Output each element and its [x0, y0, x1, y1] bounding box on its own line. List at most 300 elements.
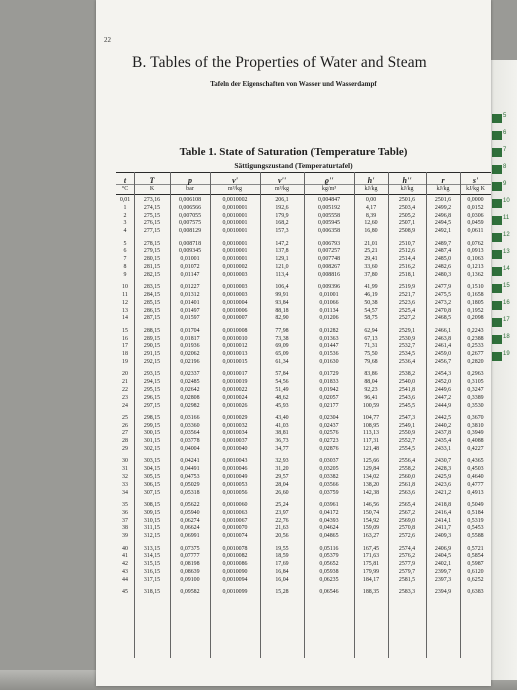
table-cell: 314,15	[143, 553, 161, 560]
table-cell: 2489,7	[434, 240, 452, 247]
table-cell: 318,15	[143, 589, 161, 596]
table-cell: 0,04491	[180, 466, 200, 473]
table-cell: 2519,9	[398, 284, 416, 291]
table-cell: 73,38	[275, 335, 289, 342]
table-cell: 2545,5	[398, 402, 416, 409]
table-cell: 125,66	[362, 458, 380, 465]
table-cell: 0,0000	[467, 197, 484, 203]
table-cell: 0,005558	[317, 212, 341, 219]
table-cell: 37	[122, 517, 128, 524]
column-header-unit: kg/m³	[321, 186, 337, 192]
table-cell: 289,15	[143, 335, 161, 342]
page-edge-tab-marker	[492, 352, 502, 361]
table-cell: 154,92	[362, 517, 380, 524]
table-cell: 2452,0	[434, 379, 452, 386]
table-cell: 0,05029	[180, 481, 200, 488]
table-cell: 0,1362	[467, 271, 484, 278]
table-row	[116, 228, 491, 236]
table-row	[116, 403, 491, 411]
page-edge-tab-number: 17	[503, 317, 510, 323]
page-edge-tab-marker	[492, 250, 502, 259]
table-cell: 0,05938	[319, 569, 339, 576]
table-cell: 2411,7	[435, 525, 451, 532]
table-cell: 286,15	[143, 307, 161, 314]
table-cell: 25,21	[364, 248, 378, 255]
table-cell: 2402,1	[434, 561, 452, 568]
row-group	[116, 284, 491, 323]
page-edge-tab-number: 19	[503, 351, 510, 357]
table-cell: 0,05652	[319, 561, 339, 568]
table-cell: 2456,7	[434, 358, 452, 365]
table-cell: 34,77	[275, 446, 289, 453]
table-cell: 0,06546	[319, 589, 339, 596]
table-cell: 14	[122, 315, 128, 322]
table-cell: 0,005945	[317, 220, 341, 227]
table-cell: 108,95	[362, 422, 380, 429]
table-cell: 0,0010094	[222, 576, 248, 583]
table-cell: 0,03205	[319, 466, 339, 473]
table-cell: 0,0010015	[222, 358, 248, 365]
page-edge-tab-marker	[492, 165, 502, 174]
table-cell: 5	[123, 240, 127, 247]
page-edge-tab-marker	[492, 233, 502, 242]
table-cell: 21	[122, 379, 128, 386]
table-row	[116, 256, 491, 264]
table-row	[116, 458, 491, 466]
table-row	[116, 351, 491, 359]
table-cell: 0,0611	[467, 228, 484, 235]
table-cell: 0,00	[365, 197, 377, 203]
table-cell: 41,03	[275, 422, 289, 429]
table-cell: 113,13	[363, 430, 379, 437]
column-header-symbol: r	[441, 176, 445, 185]
table-row	[116, 569, 491, 577]
table-row	[116, 415, 491, 423]
table-cell: 2512,6	[398, 248, 416, 255]
table-cell: 0,6120	[467, 569, 484, 576]
table-cell: 292,15	[143, 358, 161, 365]
table-cell: 283,15	[143, 284, 161, 291]
page-edge-tab-number: 18	[503, 334, 510, 340]
table-cell: 0,0010001	[222, 248, 248, 255]
table-cell: 16,84	[275, 569, 289, 576]
table-cell: 2518,1	[398, 271, 416, 278]
table-cell: 0,1952	[467, 307, 484, 314]
table-cell: 2	[123, 212, 127, 219]
table-cell: 0,0010010	[222, 335, 248, 342]
table-cell: 0,2388	[467, 335, 484, 342]
table-cell: 93,84	[275, 299, 289, 306]
table-cell: 0,02337	[180, 371, 200, 378]
table-cell: 284,15	[143, 291, 161, 298]
table-cell: 171,63	[362, 553, 380, 560]
table-cell: 39	[122, 533, 128, 540]
page-edge-tab-number: 5	[503, 113, 507, 119]
table-cell: 2409,3	[434, 533, 452, 540]
table-cell: 2397,3	[434, 576, 452, 583]
table-cell: 0,0010046	[222, 466, 248, 473]
table-cell: 36	[122, 509, 128, 516]
table-cell: 22,76	[275, 517, 289, 524]
table-cell: 24	[122, 402, 128, 409]
table-cell: 2549,1	[398, 422, 416, 429]
column-header-symbol: h'	[367, 176, 375, 185]
table-cell: 0,01817	[180, 335, 200, 342]
table-cell: 146,56	[362, 502, 380, 509]
table-row	[116, 502, 491, 510]
table-cell: 0,0010017	[222, 371, 248, 378]
column-header-symbol: ϱ''	[324, 176, 334, 185]
table-cell: 0,008718	[178, 240, 202, 247]
table-row	[116, 553, 491, 561]
table-cell: 31,20	[275, 466, 289, 473]
table-cell: 2547,3	[398, 414, 416, 421]
table-cell: 307,15	[143, 489, 161, 496]
column-header-unit: kJ/kg K	[466, 186, 485, 192]
page-edge-tab-marker	[492, 267, 502, 276]
table-cell: 0,02437	[319, 422, 339, 429]
table-cell: 278,15	[143, 240, 161, 247]
table-cell: 0,03382	[319, 474, 339, 481]
table-cell: 46,19	[364, 291, 378, 298]
table-cell: 16	[122, 335, 128, 342]
table-cell: 61,34	[275, 358, 289, 365]
page-edge-tab	[492, 197, 516, 210]
table-cell: 36,73	[275, 438, 289, 445]
table-cell: 2482,6	[434, 263, 452, 270]
table-cell: 2507,1	[398, 220, 416, 227]
table-cell: 2459,0	[434, 351, 452, 358]
table-cell: 0,3105	[467, 379, 484, 386]
table-row	[116, 272, 491, 280]
table-cell: 0,01282	[319, 327, 339, 334]
table-row	[116, 577, 491, 585]
table-cell: 0,0306	[467, 212, 484, 219]
book-page	[96, 0, 491, 686]
table-cell: 0,1063	[467, 256, 484, 263]
table-row	[116, 474, 491, 482]
table-row	[116, 546, 491, 554]
table-cell: 0,2533	[467, 343, 484, 350]
column-header-unit: K	[149, 186, 155, 192]
table-cell: 104,77	[362, 414, 380, 421]
page-edge-tab-number: 6	[503, 130, 507, 136]
table-cell: 0,0010074	[222, 533, 248, 540]
table-cell: 0,02982	[180, 402, 200, 409]
table-cell: 0,09100	[180, 576, 200, 583]
table-cell: 121,48	[362, 446, 380, 453]
page-edge-tab	[492, 282, 516, 295]
table-cell: 75,50	[364, 351, 378, 358]
table-cell: 0,0010099	[222, 589, 248, 596]
table-cell: 2552,7	[398, 438, 416, 445]
table-cell: 99,91	[275, 291, 289, 298]
page-edge-tab-number: 15	[503, 283, 510, 289]
table-cell: 0,1213	[467, 263, 484, 270]
table-row	[116, 264, 491, 272]
table-cell: 58,75	[364, 315, 378, 322]
table-cell: 0,09582	[180, 589, 200, 596]
table-cell: 38	[122, 525, 128, 532]
table-cell: 0,0010053	[222, 481, 248, 488]
table-cell: 134,02	[362, 474, 380, 481]
table-title: Table 1. State of Saturation (Temperature Table)	[179, 146, 408, 158]
page-edge-tab-number: 7	[503, 147, 507, 153]
column-header-symbol: h''	[402, 176, 412, 185]
table-cell: 129,1	[275, 256, 289, 263]
table-cell: 4,17	[365, 204, 377, 211]
table-cell: 2510,7	[398, 240, 416, 247]
table-cell: 7	[123, 256, 127, 263]
page-edge-tab-number: 16	[503, 300, 510, 306]
table-cell: 2570,8	[398, 525, 416, 532]
table-cell: 29	[122, 446, 128, 453]
table-cell: 0,5721	[467, 545, 484, 552]
page-edge-tab-marker	[492, 182, 502, 191]
table-row	[116, 241, 491, 249]
table-cell: 2560,0	[398, 474, 416, 481]
table-cell: 0,0010024	[222, 394, 248, 401]
table-cell: 274,15	[143, 204, 161, 211]
table-row	[116, 589, 491, 597]
table-cell: 77,98	[275, 327, 289, 334]
table-cell: 0,4365	[467, 458, 484, 465]
table-cell: 0,01227	[180, 284, 200, 291]
table-cell: 273,16	[143, 197, 161, 203]
table-cell: 0,008267	[317, 263, 341, 270]
table-cell: 17,69	[275, 561, 289, 568]
table-cell: 0,06235	[319, 576, 339, 583]
page-edge-tab	[492, 333, 516, 346]
table-cell: 20	[122, 371, 128, 378]
table-cell: 0,04004	[180, 446, 200, 453]
table-cell: 294,15	[143, 379, 161, 386]
table-cell: 4	[123, 228, 127, 235]
table-cell: 2525,4	[398, 307, 416, 314]
table-cell: 0,01936	[180, 343, 200, 350]
column-header-symbol: s'	[472, 176, 479, 185]
table-cell: 0,0913	[467, 248, 484, 255]
page-edge-tab-marker	[492, 318, 502, 327]
table-cell: 2433,1	[434, 446, 452, 453]
table-cell: 0,04241	[180, 458, 200, 465]
table-cell: 0,2243	[467, 327, 484, 334]
table-cell: 0,06624	[180, 525, 200, 532]
table-cell: 296,15	[143, 394, 161, 401]
table-cell: 308,15	[143, 502, 161, 509]
table-cell: 2574,4	[398, 545, 416, 552]
table-cell: 2558,2	[398, 466, 416, 473]
table-cell: 0,0010003	[222, 291, 248, 298]
table-cell: 0,3670	[467, 414, 484, 421]
table-cell: 2503,4	[398, 204, 416, 211]
column-header-unit: m³/kg	[227, 186, 243, 192]
table-cell: 2461,4	[434, 343, 452, 350]
table-cell: 2554,5	[398, 446, 416, 453]
table-cell: 2577,9	[398, 561, 416, 568]
table-cell: 0,01630	[319, 358, 339, 365]
table-cell: 48,62	[275, 394, 289, 401]
table-cell: 0,0010034	[222, 430, 248, 437]
table-cell: 0,01833	[319, 379, 339, 386]
table-cell: 25,24	[275, 502, 289, 509]
table-cell: 0,01363	[319, 335, 339, 342]
table-cell: 295,15	[143, 386, 161, 393]
table-cell: 2463,8	[434, 335, 452, 342]
table-cell: 2404,5	[434, 553, 452, 560]
column-header-unit: kJ/kg	[436, 186, 450, 192]
table-cell: 0,0010086	[222, 561, 248, 568]
table-cell: 0,5319	[467, 517, 484, 524]
table-cell: 2567,2	[398, 509, 416, 516]
table-cell: 21,63	[275, 525, 289, 532]
table-cell: 0,02057	[319, 394, 339, 401]
table-cell: 0,6252	[467, 576, 484, 583]
page-edge-tab	[492, 163, 516, 176]
table-cell: 0,005192	[317, 204, 341, 211]
table-row	[116, 395, 491, 403]
table-cell: 192,6	[275, 204, 289, 211]
table-cell: 2565,4	[398, 502, 416, 509]
table-cell: 0,06274	[180, 517, 200, 524]
table-cell: 0,5049	[467, 502, 484, 509]
table-cell: 0,0010001	[222, 220, 248, 227]
table-cell: 100,59	[362, 402, 380, 409]
column-header-unit: m³/kg	[274, 186, 290, 192]
table-cell: 13	[122, 307, 128, 314]
table-cell: 43,40	[275, 414, 289, 421]
table-cell: 0,01536	[319, 351, 339, 358]
table-cell: 0,01147	[180, 271, 200, 278]
table-cell: 2454,3	[434, 371, 452, 378]
table-cell: 285,15	[143, 299, 161, 306]
table-cell: 65,09	[275, 351, 289, 358]
table-cell: 26,60	[275, 489, 289, 496]
table-cell: 0,007575	[178, 220, 202, 227]
table-cell: 0,3247	[467, 386, 484, 393]
table-row	[116, 561, 491, 569]
table-row	[116, 525, 491, 533]
row-group	[116, 458, 491, 497]
table-cell: 309,15	[143, 509, 161, 516]
table-row	[116, 371, 491, 379]
row-group	[116, 328, 491, 367]
table-cell: 281,15	[143, 263, 161, 270]
page-edge-tab-marker	[492, 199, 502, 208]
table-cell: 25	[122, 414, 128, 421]
table-cell: 0,03566	[319, 481, 339, 488]
column-header-unit: bar	[186, 186, 194, 192]
table-row	[116, 197, 491, 205]
table-cell: 317,15	[143, 576, 161, 583]
table-cell: 106,4	[275, 284, 289, 291]
table-cell: 0,3810	[467, 422, 484, 429]
page-edge-tab-marker	[492, 216, 502, 225]
table-cell: 0,0010001	[222, 240, 248, 247]
page-edge-tab-marker	[492, 114, 502, 123]
table-cell: 54,57	[364, 307, 378, 314]
table-cell: 0,5588	[467, 533, 484, 540]
table-cell: 280,15	[143, 256, 161, 263]
table-cell: 0,0010040	[222, 446, 248, 453]
table-cell: 0,03166	[180, 414, 200, 421]
table-cell: 0,01729	[319, 371, 339, 378]
table-cell: 2447,2	[434, 394, 452, 401]
table-cell: 1	[123, 204, 127, 211]
table-cell: 0,03778	[180, 438, 200, 445]
table-cell: 287,15	[143, 315, 161, 322]
table-cell: 88,04	[364, 379, 378, 386]
table-cell: 22	[122, 386, 128, 393]
table-cell: 2527,2	[398, 315, 416, 322]
table-cell: 2508,9	[398, 228, 416, 235]
table-cell: 0,02304	[319, 414, 339, 421]
table-cell: 2492,1	[434, 228, 452, 235]
column-header-unit: kJ/kg	[400, 186, 414, 192]
table-cell: 0,04393	[319, 517, 339, 524]
table-cell: 2516,2	[398, 263, 416, 270]
page-edge-tab	[492, 265, 516, 278]
table-cell: 2521,7	[398, 291, 416, 298]
table-cell: 2499,2	[434, 204, 452, 211]
table-cell: 79,68	[364, 358, 378, 365]
table-cell: 0,0010006	[222, 307, 248, 314]
column-header-unit: °C	[121, 186, 129, 192]
table-cell: 0,0010019	[222, 379, 248, 386]
table-cell: 41,99	[364, 284, 378, 291]
table-cell: 0,008816	[317, 271, 341, 278]
table-cell: 316,15	[143, 569, 161, 576]
table-cell: 8	[123, 263, 127, 270]
table-cell: 19	[122, 358, 128, 365]
table-cell: 142,38	[362, 489, 380, 496]
table-cell: 0,0010032	[222, 422, 248, 429]
table-cell: 0,3389	[467, 394, 484, 401]
table-cell: 179,9	[275, 212, 289, 219]
table-cell: 168,2	[275, 220, 289, 227]
table-row	[116, 482, 491, 490]
table-cell: 304,15	[143, 466, 161, 473]
chapter-title: B. Tables of the Properties of Water and Steam	[132, 54, 427, 71]
table-cell: 312,15	[143, 533, 161, 540]
table-cell: 2423,6	[434, 481, 452, 488]
table-cell: 0,008129	[178, 228, 202, 235]
table-cell: 2579,7	[398, 569, 416, 576]
table-cell: 82,90	[275, 315, 289, 322]
table-cell: 0,0010056	[222, 489, 248, 496]
table-cell: 277,15	[143, 228, 161, 235]
row-group	[116, 546, 491, 585]
table-cell: 310,15	[143, 517, 161, 524]
column-header-symbol: v'	[232, 176, 238, 185]
table-cell: 0,0010001	[222, 212, 248, 219]
table-cell: 45,93	[275, 402, 289, 409]
table-cell: 0,4503	[467, 466, 484, 473]
table-cell: 41	[122, 553, 128, 560]
table-cell: 167,45	[362, 545, 380, 552]
page-edge-tab	[492, 129, 516, 142]
table-cell: 275,15	[143, 212, 161, 219]
table-cell: 0,0010070	[222, 525, 248, 532]
table-row	[116, 205, 491, 213]
table-cell: 2581,5	[398, 576, 416, 583]
table-cell: 150,74	[362, 509, 380, 516]
table-cell: 0,02808	[180, 394, 200, 401]
table-cell: 0,06991	[180, 533, 200, 540]
table-cell: 0,4913	[467, 489, 484, 496]
table-cell: 0,05318	[180, 489, 200, 496]
table-cell: 2563,6	[398, 489, 416, 496]
